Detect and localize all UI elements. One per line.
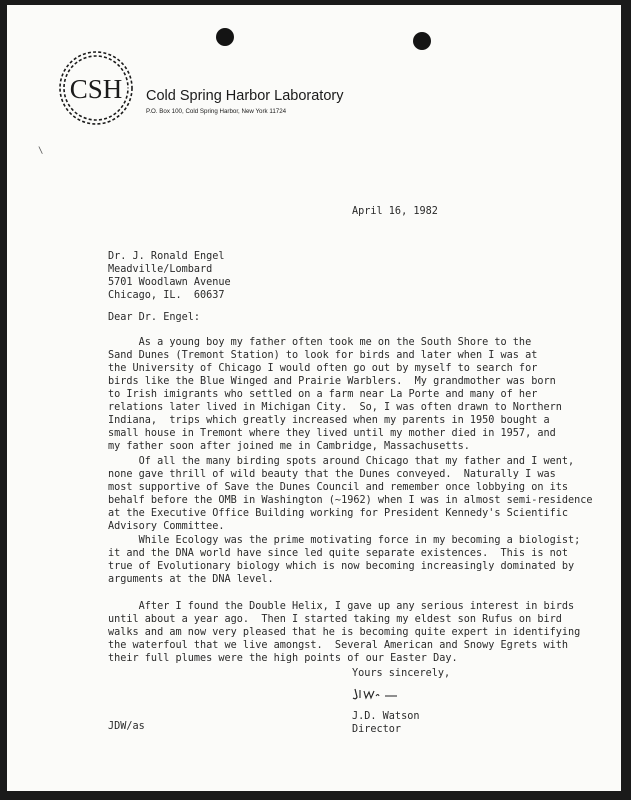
- paragraph-line: arguments at the DNA level.: [108, 574, 274, 585]
- paragraph-line: until about a year ago. Then I started taking my eldest son Rufus on bird: [108, 614, 562, 625]
- paragraph-line: Indiana, trips which greatly increased when my parents in 1950 bought a: [108, 415, 550, 426]
- paragraph-line: true of Evolutionary biology which is now becoming increasingly dominated by: [108, 561, 575, 572]
- paragraph-4: [108, 600, 580, 665]
- signer-name: J.D. Watson: [352, 711, 420, 722]
- paragraph-line: As a young boy my father often took me on the South Shore to the: [108, 337, 532, 348]
- paragraph-line: While Ecology was the prime motivating force in my becoming a biologist;: [108, 535, 581, 546]
- paragraph-line: the waterfoul that we live amongst. Several American and Snowy Egrets with: [108, 640, 569, 651]
- recipient-name: Dr. J. Ronald Engel: [108, 251, 225, 262]
- paragraph-1: [108, 336, 562, 453]
- paragraph-line: walks and am now very pleased that he is becoming quite expert in identifying: [108, 627, 581, 638]
- paragraph-line: After I found the Double Helix, I gave up any serious interest in birds: [108, 601, 575, 612]
- punch-hole-right: [413, 32, 431, 50]
- paragraph-line: behalf before the OMB in Washington (~1962) when I was in almost semi-residence: [108, 495, 593, 506]
- paragraph-line: Advisory Committee.: [108, 521, 225, 532]
- paragraph-line: it and the DNA world have since led quite separate existences. This is not: [108, 548, 569, 559]
- paragraph-line: their full plumes were the high points of our Easter Day.: [108, 653, 458, 664]
- closing: Yours sincerely,: [352, 668, 451, 679]
- paragraph-2: [108, 455, 593, 533]
- paragraph-line: relations later lived in Michigan City. So, I was often drawn to Northern: [108, 402, 562, 413]
- typist-initials: JDW/as: [108, 721, 145, 732]
- paragraph-line: my father soon after joined me in Cambridge, Massachusetts.: [108, 441, 470, 452]
- paragraph-line: Sand Dunes (Tremont Station) to look for birds and later when I was at: [108, 350, 538, 361]
- handwritten-signature: [352, 686, 398, 702]
- paragraph-line: at the Executive Office Building working for President Kennedy's Scientific: [108, 508, 569, 519]
- csh-logo: [56, 48, 136, 128]
- recipient-street: 5701 Woodlawn Avenue: [108, 277, 231, 288]
- logo-text: CSH: [69, 74, 123, 104]
- paragraph-line: the University of Chicago I would often go out by myself to search for: [108, 363, 538, 374]
- paragraph-line: Of all the many birding spots around Chicago that my father and I went,: [108, 456, 575, 467]
- paragraph-line: most supportive of Save the Dunes Council and remember once lobbying on its: [108, 482, 569, 493]
- paragraph-line: none gave thrill of wild beauty that the Dunes conveyed. Naturally I was: [108, 469, 556, 480]
- letter-date: April 16, 1982: [352, 206, 438, 217]
- paragraph-line: to Irish imigrants who settled on a farm near La Porte and many of her: [108, 389, 538, 400]
- lab-name: Cold Spring Harbor Laboratory: [146, 88, 344, 104]
- lab-address: P.O. Box 100, Cold Spring Harbor, New York 11724: [146, 108, 287, 115]
- paragraph-line: birds like the Blue Winged and Prairie Warblers. My grandmother was born: [108, 376, 556, 387]
- recipient-block: [108, 250, 231, 302]
- salutation: Dear Dr. Engel:: [108, 312, 201, 323]
- recipient-city: Chicago, IL. 60637: [108, 290, 225, 301]
- paragraph-line: small house in Tremont where they lived until my mother died in 1957, and: [108, 428, 556, 439]
- punch-hole-left: [216, 28, 234, 46]
- paragraph-3: [108, 534, 580, 586]
- margin-mark: \: [38, 146, 44, 156]
- signer-title: Director: [352, 724, 402, 735]
- recipient-org: Meadville/Lombard: [108, 264, 213, 275]
